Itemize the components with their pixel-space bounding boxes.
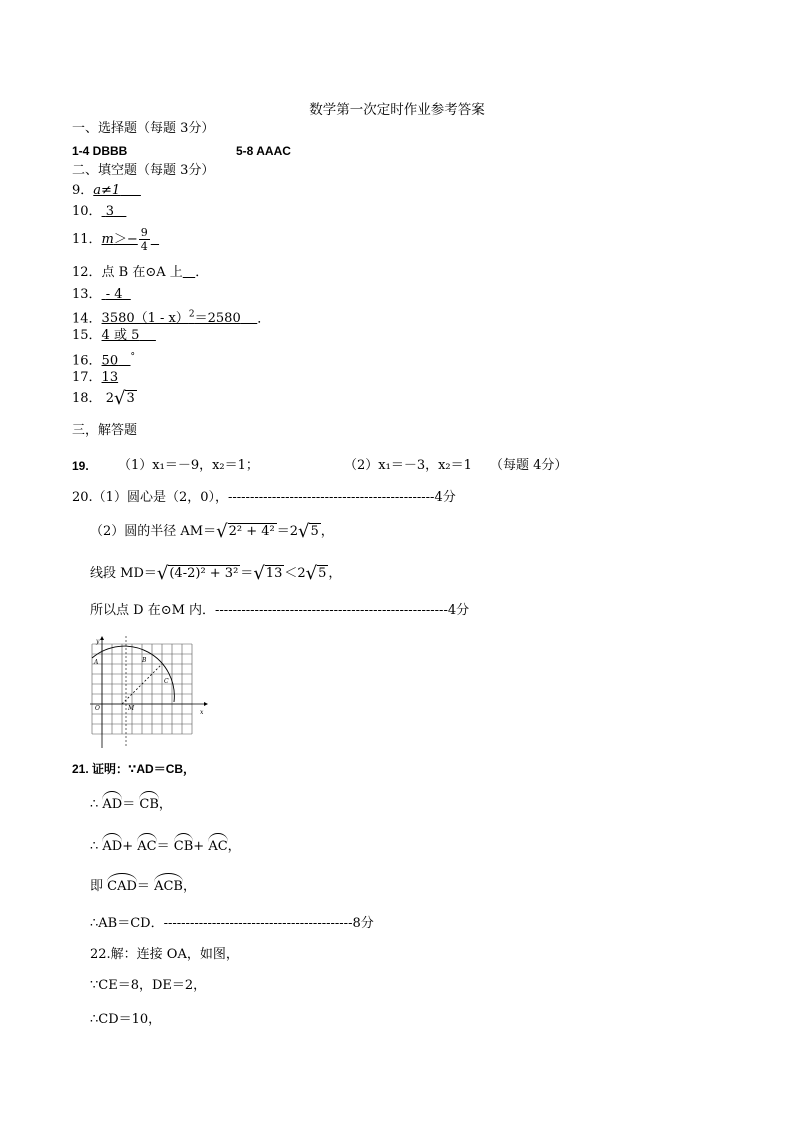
label-M: M [128,705,135,712]
label-x: x [200,709,204,716]
answer-20-line1: 20.（1）圆心是（2，0），-----------------------------------------------4分 [72,490,456,505]
answer-19-note: （每题 4分） [490,458,568,473]
answer-9: 9．a≠1 [72,183,121,198]
answer-16: 16．50 ° [72,352,135,369]
answer-21-line5: ∴AB＝CD．-------------------------------------------8分 [90,916,374,931]
answer-21-line1: 21. 证明：∵AD＝CB， [72,762,196,776]
answer-22-line1: 22.解：连接 OA，如图， [90,947,239,962]
answer-10: 10． 3 [72,204,114,219]
answer-22-line2: ∵CE＝8，DE＝2， [90,978,207,993]
answer-19: 19. [72,459,89,473]
arc-ACB: ACB [154,879,183,894]
answer-21-line2: ∴ AD＝ CB， [90,797,172,812]
arc-AD: AD [102,839,123,854]
choice-answers-5-8: 5-8 AAAC [236,144,291,158]
answer-13: 13． - 4 [72,287,123,302]
answer-20-line3: 线段 MD＝√(4-2)² + 3² ＝√13 ＜2√5 ， [90,563,342,584]
arc-AC: AC [137,839,157,854]
arc-CAD: CAD [107,879,137,894]
answer-21-line3: ∴ AD+ AC＝ CB+ AC， [90,839,241,854]
section3-heading: 三，解答题 [72,423,138,438]
coordinate-grid-figure [86,636,210,748]
arc-AC: AC [208,839,228,854]
answer-22-line3: ∴CD＝10， [90,1012,162,1027]
arc-CB: CB [139,797,159,812]
answer-20-line2: （2）圆的半径 AM＝√2² + 4² ＝2√5 ， [90,521,334,542]
answer-20-line4: 所以点 D 在⊙M 内．-----------------------------------------------------4分 [90,603,470,618]
page-title: 数学第一次定时作业参考答案 [309,102,485,118]
answer-19-part1: （1）x₁＝－9，x₂＝1； [118,458,259,473]
fraction-9-4: $\frac{9}{4}$ [140,226,148,253]
answer-18: 18． 2√3 [72,388,135,409]
choice-answers-1-4: 1-4 DBBB [72,144,128,158]
arc-CB: CB [173,839,194,854]
answer-21-line4: 即 CAD＝ ACB， [90,879,196,894]
answer-19-part2: （2）x₁＝－3，x₂＝1 [344,458,472,473]
answer-14: 14．3580（1 - x）$^2$＝2580 ． [72,310,271,327]
label-C: C [164,678,169,685]
label-O: O [95,705,100,712]
arc-AD: AD [102,797,123,812]
section2-heading: 二、填空题（每题 3分） [72,163,215,178]
answer-15: 15．4 或 5 [72,328,140,343]
label-B: B [142,657,147,664]
label-A: A [94,659,99,666]
answer-11: 11．m＞− $\frac{9}{4}$ [72,226,148,253]
answer-17: 17．13 [72,370,119,385]
label-y: y [96,638,100,645]
answer-12: 12．点 B 在⊙A 上 ． [72,265,209,280]
section1-heading: 一、选择题（每题 3分） [72,121,215,136]
